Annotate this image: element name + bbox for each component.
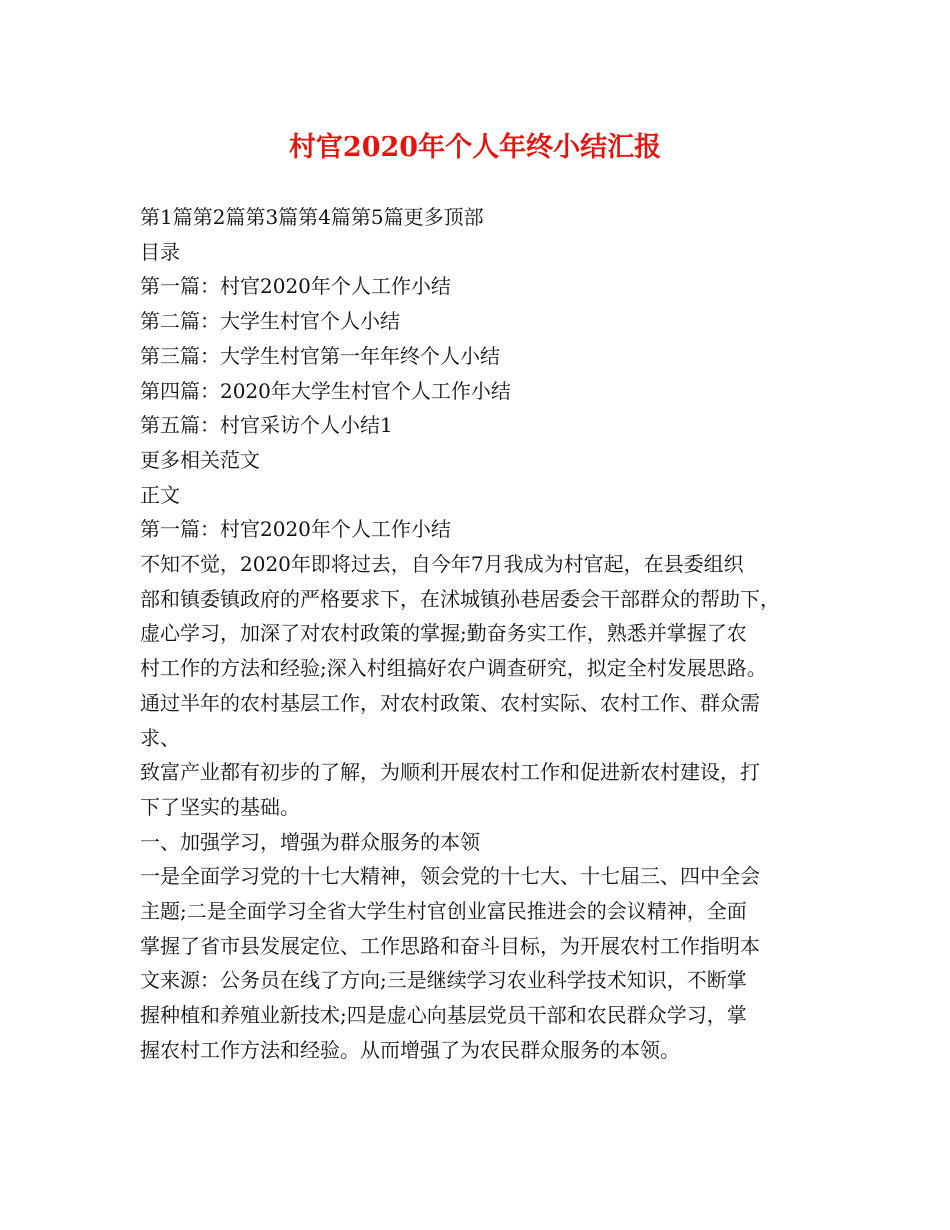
paragraph-line: 通过半年的农村基层工作，对农村政策、农村实际、农村工作、群众需	[140, 690, 760, 715]
paragraph-line: 不知不觉，2020年即将过去，自今年7月我成为村官起，在县委组织	[140, 552, 744, 577]
paragraph-line: 致富产业都有初步的了解，为顺利开展农村工作和促进新农村建设，打	[140, 760, 760, 785]
paragraph-line: 村工作的方法和经验;深入村组搞好农户调查研究，拟定全村发展思路。	[140, 656, 767, 681]
paragraph-line: 掌握了省市县发展定位、工作思路和奋斗目标，为开展农村工作指明本	[140, 933, 760, 958]
toc-item: 第四篇：2020年大学生村官个人工作小结	[140, 378, 511, 403]
toc-item: 第三篇：大学生村官第一年年终个人小结	[140, 343, 500, 368]
paragraph-line: 握农村工作方法和经验。从而增强了为农民群众服务的本领。	[140, 1037, 680, 1062]
section-heading: 第一篇：村官2020年个人工作小结	[140, 517, 451, 542]
paragraph-line: 握种植和养殖业新技术;四是虚心向基层党员干部和农民群众学习，掌	[140, 1003, 747, 1028]
paragraph-line: 虚心学习，加深了对农村政策的掌握;勤奋务实工作，熟悉并掌握了农	[140, 621, 747, 646]
toc-heading: 目录	[140, 239, 180, 264]
toc-item: 第二篇：大学生村官个人小结	[140, 309, 400, 334]
paragraph-line: 求、	[140, 725, 180, 750]
toc-item: 第五篇：村官采访个人小结1	[140, 413, 393, 438]
document-body	[140, 200, 820, 1068]
paragraph-line: 部和镇委镇政府的严格要求下，在沭城镇孙巷居委会干部群众的帮助下，	[140, 586, 780, 611]
section-nav-line: 第1篇第2篇第3篇第4篇第5篇更多顶部	[140, 205, 484, 229]
more-related-text: 更多相关范文	[140, 447, 260, 472]
document-title: 村官2020年个人年终小结汇报	[288, 132, 662, 163]
body-heading: 正文	[140, 482, 180, 507]
paragraph-line: 一是全面学习党的十七大精神，领会党的十七大、十七届三、四中全会	[140, 864, 760, 889]
paragraph-line: 主题;二是全面学习全省大学生村官创业富民推进会的会议精神，全面	[140, 899, 747, 924]
paragraph-line: 文来源：公务员在线了方向;三是继续学习农业科学技术知识，不断掌	[140, 968, 747, 993]
toc-item: 第一篇：村官2020年个人工作小结	[140, 274, 451, 299]
paragraph-line: 下了坚实的基础。	[140, 794, 300, 819]
subheading: 一、加强学习，增强为群众服务的本领	[140, 829, 480, 854]
